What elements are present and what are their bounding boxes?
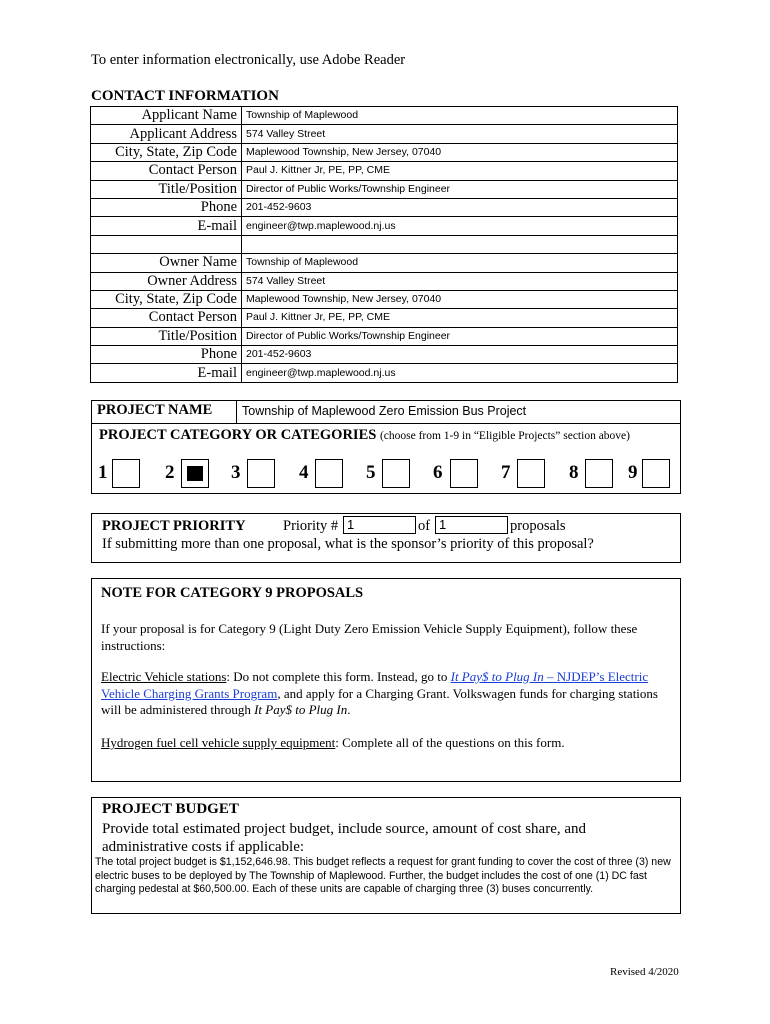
category-1-checkbox[interactable] xyxy=(112,459,140,488)
category-5-number: 5 xyxy=(366,462,376,483)
priority-proposals-label: proposals xyxy=(510,518,566,534)
contact-row-value[interactable]: Paul J. Kittner Jr, PE, PP, CME xyxy=(242,162,678,180)
contact-row-label: E-mail xyxy=(91,217,242,235)
category-4-number: 4 xyxy=(299,462,309,483)
contact-row xyxy=(91,198,678,216)
category-2-checkbox[interactable] xyxy=(181,459,209,488)
contact-row xyxy=(91,107,678,125)
category-6-number: 6 xyxy=(433,462,443,483)
priority-of-label: of xyxy=(418,518,431,534)
contact-row-label: Phone xyxy=(91,198,242,216)
contact-row-value[interactable]: Paul J. Kittner Jr, PE, PP, CME xyxy=(242,309,678,327)
ev-link-separator: – xyxy=(543,669,557,684)
contact-row-label: Owner Name xyxy=(91,254,242,272)
contact-row-value[interactable]: Township of Maplewood xyxy=(242,254,678,272)
budget-prompt: Provide total estimated project budget, include source, amount of cost share, and administrative costs if applicable: xyxy=(102,821,587,855)
priority-heading: PROJECT PRIORITY xyxy=(102,518,246,534)
contact-row-value[interactable]: Township of Maplewood xyxy=(242,107,678,125)
category-hint: (choose from 1-9 in “Eligible Projects” section above) xyxy=(379,430,630,442)
project-name-divider xyxy=(236,400,237,423)
contact-row-value[interactable]: 201-452-9603 xyxy=(242,198,678,216)
hydrogen-label: Hydrogen fuel cell vehicle supply equipment xyxy=(101,735,336,750)
note-heading: NOTE FOR CATEGORY 9 PROPOSALS xyxy=(101,585,364,601)
priority-question: If submitting more than one proposal, what is the sponsor’s priority of this proposal? xyxy=(102,536,594,552)
intro-text: To enter information electronically, use Adobe Reader xyxy=(91,52,406,68)
budget-heading: PROJECT BUDGET xyxy=(102,801,239,817)
ev-stations-label: Electric Vehicle stations xyxy=(101,669,227,684)
note-intro: If your proposal is for Category 9 (Light Duty Zero Emission Vehicle Supply Equipment), follow these instructions: xyxy=(101,621,638,653)
it-pays-to-plug-in-link[interactable]: It Pay$ to Plug In xyxy=(450,669,544,684)
project-name-field[interactable]: Township of Maplewood Zero Emission Bus Project xyxy=(242,404,527,418)
contact-row-label xyxy=(91,235,242,253)
contact-row-label: Title/Position xyxy=(91,180,242,198)
contact-row-label: E-mail xyxy=(91,364,242,382)
category-6-checkbox[interactable] xyxy=(450,459,478,488)
priority-total-field[interactable]: 1 xyxy=(435,516,508,534)
contact-row-value[interactable]: engineer@twp.maplewood.nj.us xyxy=(242,364,678,382)
njdep-charging-grants-link[interactable]: NJDEP’s Electric Vehicle Charging Grants Program xyxy=(101,669,649,701)
contact-row xyxy=(91,309,678,327)
budget-text-field[interactable]: The total project budget is $1,152,646.98. This budget reflects a request for grant funding to cover the cost of three (3) new electric buses to be deployed by The Township of Maplewood. Further, the budget includes the cost of one (1) DC fast charging pedestal at $60,500.00. Each of these units are capable of charging three (3) buses concurrently. xyxy=(95,856,671,895)
contact-row xyxy=(91,327,678,345)
category-8-number: 8 xyxy=(569,462,579,483)
contact-row-value[interactable]: Maplewood Township, New Jersey, 07040 xyxy=(242,290,678,308)
contact-row-label: City, State, Zip Code xyxy=(91,143,242,161)
contact-row-value[interactable]: Director of Public Works/Township Engineer xyxy=(242,327,678,345)
category-heading-title: PROJECT CATEGORY OR CATEGORIES xyxy=(99,427,377,443)
category-5-checkbox[interactable] xyxy=(382,459,410,488)
category-4-checkbox[interactable] xyxy=(315,459,343,488)
note-ev-paragraph xyxy=(101,669,661,719)
category-7-checkbox[interactable] xyxy=(517,459,545,488)
contact-row-label: Title/Position xyxy=(91,327,242,345)
contact-row-value[interactable]: Maplewood Township, New Jersey, 07040 xyxy=(242,143,678,161)
contact-row xyxy=(91,364,678,382)
contact-row xyxy=(91,346,678,364)
contact-row xyxy=(91,162,678,180)
contact-row-label: Applicant Name xyxy=(91,107,242,125)
contact-row xyxy=(91,125,678,143)
contact-heading: CONTACT INFORMATION xyxy=(91,88,279,104)
category-7-number: 7 xyxy=(501,462,511,483)
contact-row xyxy=(91,217,678,235)
contact-row-value[interactable]: Director of Public Works/Township Engineer xyxy=(242,180,678,198)
note-hydrogen-paragraph xyxy=(101,735,661,752)
category-heading xyxy=(99,427,630,444)
contact-row xyxy=(91,143,678,161)
category-9-checkbox[interactable] xyxy=(642,459,670,488)
ev-text-2: , and apply for a Charging Grant. Volkswagen funds for charging stations will be administered through xyxy=(101,685,658,717)
revised-date: Revised 4/2020 xyxy=(610,966,679,978)
priority-label: Priority # xyxy=(283,518,339,534)
hydrogen-text: : Complete all of the questions on this form. xyxy=(335,735,565,750)
contact-row-label: Applicant Address xyxy=(91,125,242,143)
project-name-label: PROJECT NAME xyxy=(97,402,213,418)
contact-row xyxy=(91,180,678,198)
category-3-number: 3 xyxy=(231,462,241,483)
contact-row-label: Owner Address xyxy=(91,272,242,290)
category-3-checkbox[interactable] xyxy=(247,459,275,488)
contact-row xyxy=(91,290,678,308)
contact-row-value[interactable]: engineer@twp.maplewood.nj.us xyxy=(242,217,678,235)
contact-row-value[interactable]: 574 Valley Street xyxy=(242,125,678,143)
contact-row xyxy=(91,272,678,290)
category-1-number: 1 xyxy=(98,462,108,483)
contact-row-value[interactable]: 574 Valley Street xyxy=(242,272,678,290)
category-8-checkbox[interactable] xyxy=(585,459,613,488)
contact-row-label: Contact Person xyxy=(91,162,242,180)
ev-end: . xyxy=(347,702,351,717)
contact-row-label: Phone xyxy=(91,346,242,364)
category-9-number: 9 xyxy=(628,462,638,483)
contact-row-value[interactable] xyxy=(242,235,678,253)
contact-row xyxy=(91,235,678,253)
category-2-number: 2 xyxy=(165,462,175,483)
ev-text-1: : Do not complete this form. Instead, go to xyxy=(226,669,451,684)
contact-row-label: Contact Person xyxy=(91,309,242,327)
ev-italic-program: It Pay$ to Plug In xyxy=(254,702,348,717)
contact-table xyxy=(90,106,678,383)
contact-row-label: City, State, Zip Code xyxy=(91,290,242,308)
priority-number-field[interactable]: 1 xyxy=(343,516,416,534)
contact-row xyxy=(91,254,678,272)
contact-row-value[interactable]: 201-452-9603 xyxy=(242,346,678,364)
